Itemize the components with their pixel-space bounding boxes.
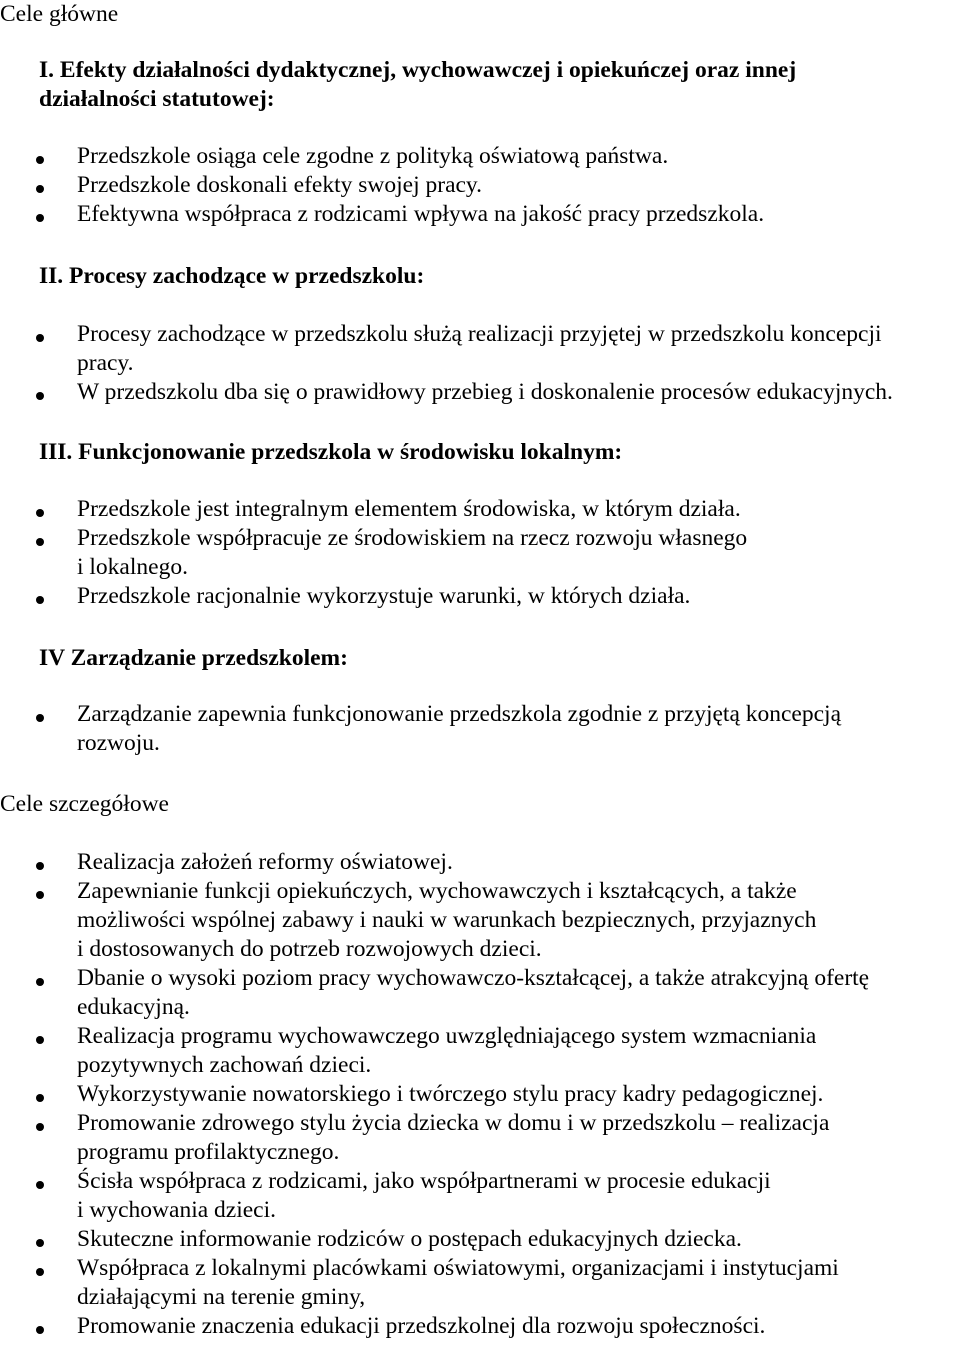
heading-section-1 <box>39 56 796 114</box>
bullet-icon <box>36 891 44 899</box>
bullet-icon <box>36 596 44 604</box>
bullet-icon <box>36 156 44 164</box>
list-item: Realizacja programu wychowawczego uwzględniającego system wzmacniania pozytywnych zachowań dzieci. <box>77 1023 817 1078</box>
bullet-icon <box>36 1239 44 1247</box>
list-item: Zapewnianie funkcji opiekuńczych, wychowawczych i kształcących, a także możliwości wspólnej zabawy i nauki w warunkach bezpiecznych, przyjaznych i dostosowanych do potrzeb rozwojowych dzieci. <box>77 878 817 962</box>
bullet-icon <box>36 509 44 517</box>
bullet-icon <box>36 1326 44 1334</box>
list-item: Współpraca z lokalnymi placówkami oświatowymi, organizacjami i instytucjami działającymi na terenie gminy, <box>77 1255 839 1310</box>
bullet-icon <box>36 714 44 722</box>
list-item: Przedszkole współpracuje ze środowiskiem na rzecz rozwoju własnego i lokalnego. <box>77 525 748 580</box>
bullet-icon <box>36 334 44 342</box>
list-item: Zarządzanie zapewnia funkcjonowanie przedszkola zgodnie z przyjętą koncepcją rozwoju. <box>77 701 842 756</box>
list-item: Przedszkole osiąga cele zgodne z polityką oświatową państwa. <box>77 143 669 169</box>
list-item: Realizacja założeń reformy oświatowej. <box>77 849 453 875</box>
heading-section-3: III. Funkcjonowanie przedszkola w środowisku lokalnym: <box>39 439 623 465</box>
heading-section-1-line-1: I. Efekty działalności dydaktycznej, wychowawczej i opiekuńczej oraz innej <box>39 57 797 83</box>
bullet-icon <box>36 185 44 193</box>
heading-section-1-line-2: działalności statutowej: <box>39 86 275 112</box>
bullet-icon <box>36 978 44 986</box>
list-item: Promowanie zdrowego stylu życia dziecka w domu i w przedszkolu – realizacja programu profilaktycznego. <box>77 1110 830 1165</box>
bullet-icon <box>36 538 44 546</box>
bullet-icon <box>36 214 44 222</box>
list-item: Przedszkole racjonalnie wykorzystuje warunki, w których działa. <box>77 583 691 609</box>
list-item: Efektywna współpraca z rodzicami wpływa na jakość pracy przedszkola. <box>77 201 765 227</box>
list-item: Skuteczne informowanie rodziców o postępach edukacyjnych dziecka. <box>77 1226 742 1252</box>
list-item: Procesy zachodzące w przedszkolu służą realizacji przyjętej w przedszkolu koncepcji pracy. <box>77 321 882 376</box>
bullet-icon <box>36 1181 44 1189</box>
heading-main-goals: Cele główne <box>0 1 119 27</box>
list-item: Wykorzystywanie nowatorskiego i twórczego stylu pracy kadry pedagogicznej. <box>77 1081 824 1107</box>
heading-detailed-goals: Cele szczegółowe <box>0 791 169 817</box>
list-item: Przedszkole doskonali efekty swojej pracy. <box>77 172 483 198</box>
heading-section-4: IV Zarządzanie przedszkolem: <box>39 645 348 671</box>
heading-section-2: II. Procesy zachodzące w przedszkolu: <box>39 263 425 289</box>
list-item: Dbanie o wysoki poziom pracy wychowawczo-kształcącej, a także atrakcyjną ofertę edukacyjną. <box>77 965 870 1020</box>
bullet-icon <box>36 392 44 400</box>
bullet-icon <box>36 1094 44 1102</box>
list-item: Promowanie znaczenia edukacji przedszkolnej dla rozwoju społeczności. <box>77 1313 766 1339</box>
bullet-icon <box>36 1036 44 1044</box>
list-item: Przedszkole jest integralnym elementem środowiska, w którym działa. <box>77 496 741 522</box>
bullet-icon <box>36 862 44 870</box>
list-item: Ścisła współpraca z rodzicami, jako współpartnerami w procesie edukacji i wychowania dzieci. <box>77 1168 771 1223</box>
bullet-icon <box>36 1123 44 1131</box>
list-item: W przedszkolu dba się o prawidłowy przebieg i doskonalenie procesów edukacyjnych. <box>77 379 893 405</box>
bullet-icon <box>36 1268 44 1276</box>
